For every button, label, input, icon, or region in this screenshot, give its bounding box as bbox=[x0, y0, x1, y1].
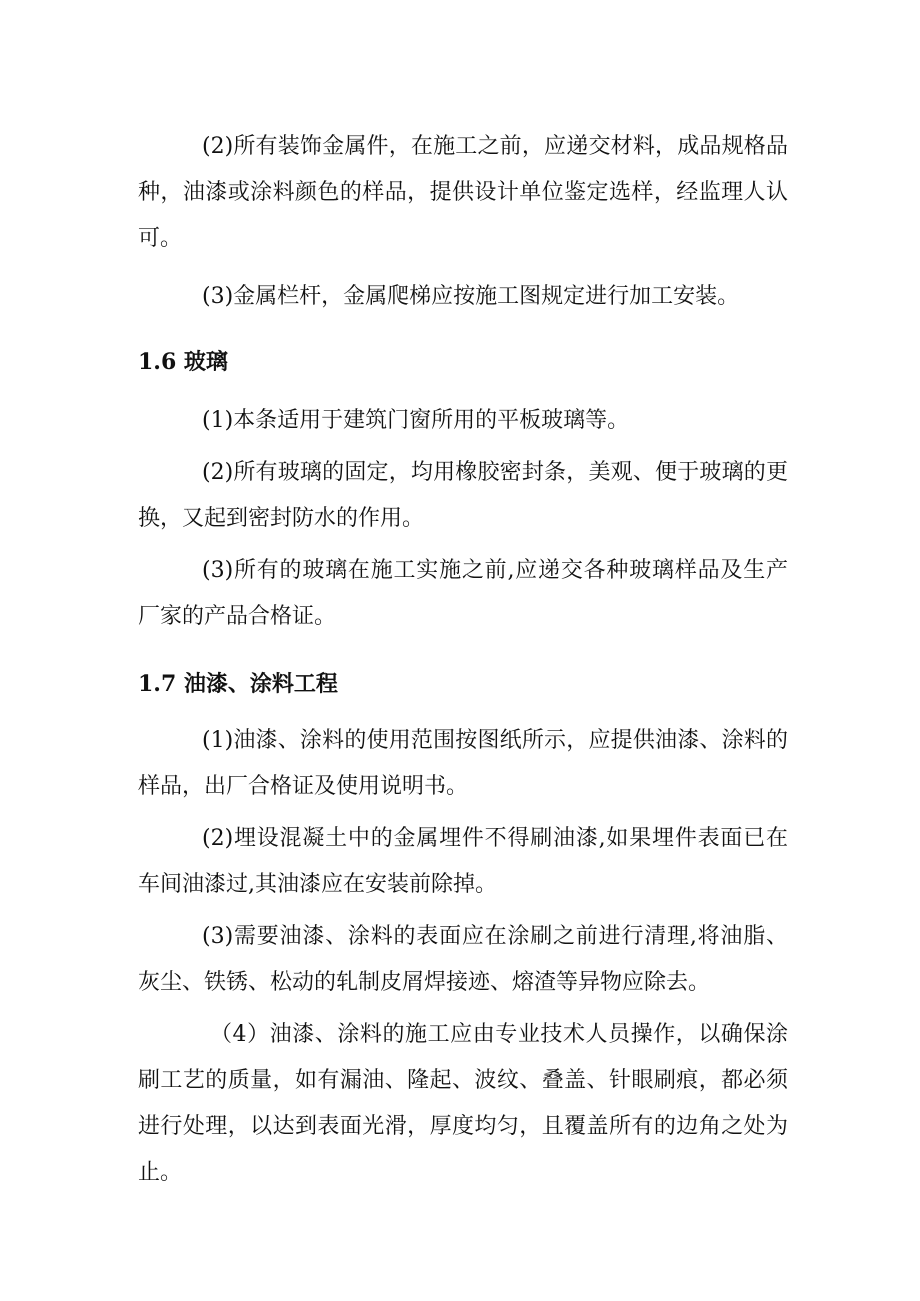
heading-1-6-glass: 1.6 玻璃 bbox=[138, 349, 228, 375]
paragraph-paint-scope: (1)油漆、涂料的使用范围按图纸所示，应提供油漆、涂料的样品，出厂合格证及使用说明书。 bbox=[138, 728, 788, 799]
heading-1-7-paint-coating: 1.7 油漆、涂料工程 bbox=[138, 671, 338, 697]
paragraph-embedded-metal: (2)埋设混凝土中的金属埋件不得刷油漆,如果埋件表面已在车间油漆过,其油漆应在安装前除掉。 bbox=[138, 826, 788, 897]
paragraph-glass-fixing: (2)所有玻璃的固定，均用橡胶密封条，美观、便于玻璃的更换，又起到密封防水的作用。 bbox=[138, 460, 788, 531]
paragraph-metal-railings: (3)金属栏杆，金属爬梯应按施工图规定进行加工安装。 bbox=[202, 284, 740, 309]
paragraph-glass-samples: (3)所有的玻璃在施工实施之前,应递交各种玻璃样品及生产厂家的产品合格证。 bbox=[138, 558, 788, 629]
paragraph-paint-workmanship: （4）油漆、涂料的施工应由专业技术人员操作，以确保涂刷工艺的质量，如有漏油、隆起、波纹、叠盖、针眼刷痕，都必须进行处理，以达到表面光滑，厚度均匀，且覆盖所有的边角之处为止。 bbox=[138, 1022, 788, 1185]
paragraph-surface-cleaning: (3)需要油漆、涂料的表面应在涂刷之前进行清理,将油脂、灰尘、铁锈、松动的轧制皮屑焊接迹、熔渣等异物应除去。 bbox=[138, 924, 788, 995]
paragraph-metal-fittings-samples: (2)所有装饰金属件，在施工之前，应递交材料，成品规格品种，油漆或涂料颜色的样品，提供设计单位鉴定选样，经监理人认可。 bbox=[138, 134, 788, 251]
paragraph-glass-scope: (1)本条适用于建筑门窗所用的平板玻璃等。 bbox=[202, 408, 630, 433]
